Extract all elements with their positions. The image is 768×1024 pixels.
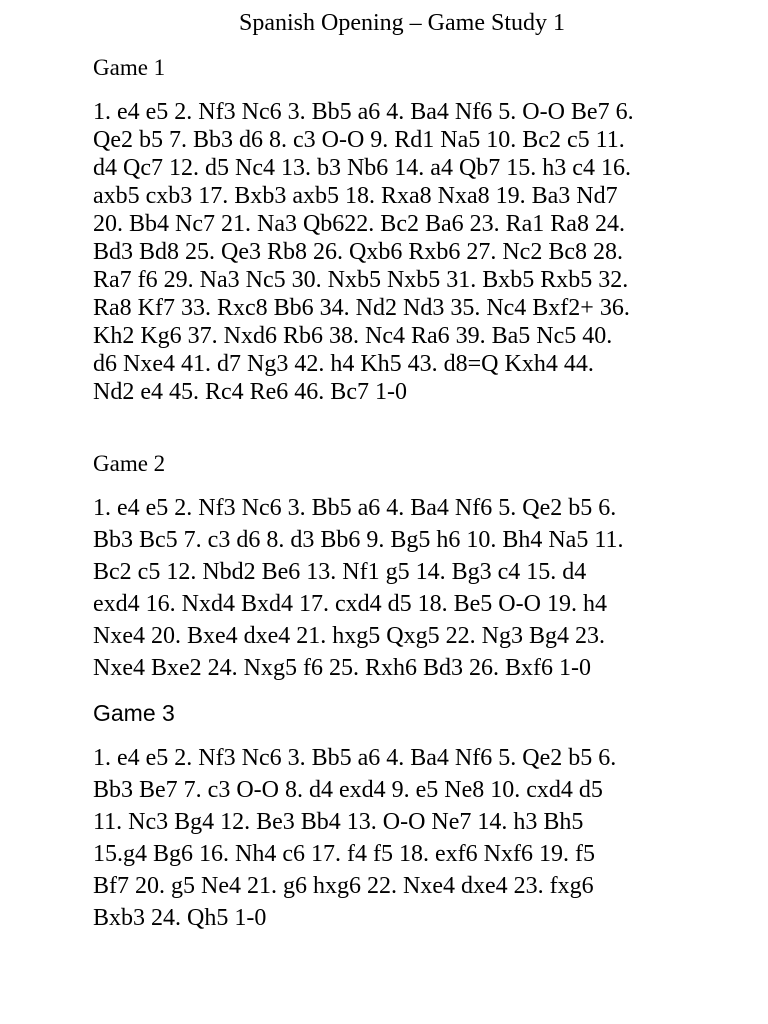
- game-2-moves-line: Nxe4 20. Bxe4 dxe4 21. hxg5 Qxg5 22. Ng3 Bg4 23.: [93, 623, 605, 649]
- game-1-moves-line: axb5 cxb3 17. Bxb3 axb5 18. Rxa8 Nxa8 19. Ba3 Nd7: [93, 183, 618, 209]
- document-title: Spanish Opening – Game Study 1: [239, 10, 565, 36]
- game-3-moves-line: 1. e4 e5 2. Nf3 Nc6 3. Bb5 a6 4. Ba4 Nf6 5. Qe2 b5 6.: [93, 745, 617, 771]
- game-1-moves: [93, 98, 634, 406]
- game-2-moves-line: Nxe4 Bxe2 24. Nxg5 f6 25. Rxh6 Bd3 26. Bxf6 1-0: [93, 655, 591, 681]
- game-3-moves-line: Bb3 Be7 7. c3 O-O 8. d4 exd4 9. e5 Ne8 10. cxd4 d5: [93, 777, 603, 803]
- game-1-moves-line: Kh2 Kg6 37. Nxd6 Rb6 38. Nc4 Ra6 39. Ba5 Nc5 40.: [93, 323, 613, 349]
- game-1-moves-line: Nd2 e4 45. Rc4 Re6 46. Bc7 1-0: [93, 379, 407, 405]
- game-2-heading: Game 2: [93, 451, 166, 476]
- game-1-moves-line: Bd3 Bd8 25. Qe3 Rb8 26. Qxb6 Rxb6 27. Nc2 Bc8 28.: [93, 239, 623, 265]
- game-1-moves-line: 20. Bb4 Nc7 21. Na3 Qb622. Bc2 Ba6 23. Ra1 Ra8 24.: [93, 211, 625, 237]
- game-3-moves-line: Bf7 20. g5 Ne4 21. g6 hxg6 22. Nxe4 dxe4 23. fxg6: [93, 873, 594, 899]
- game-2-moves-line: Bb3 Bc5 7. c3 d6 8. d3 Bb6 9. Bg5 h6 10. Bh4 Na5 11.: [93, 527, 624, 553]
- game-2-moves: [93, 492, 623, 684]
- game-3-moves-line: 15.g4 Bg6 16. Nh4 c6 17. f4 f5 18. exf6 Nxf6 19. f5: [93, 841, 595, 867]
- game-1-moves-line: Ra8 Kf7 33. Rxc8 Bb6 34. Nd2 Nd3 35. Nc4 Bxf2+ 36.: [93, 295, 630, 321]
- game-3-heading: Game 3: [93, 700, 175, 726]
- game-3-moves-line: Bxb3 24. Qh5 1-0: [93, 905, 267, 931]
- game-3-moves: [93, 742, 616, 934]
- game-2-moves-line: 1. e4 e5 2. Nf3 Nc6 3. Bb5 a6 4. Ba4 Nf6 5. Qe2 b5 6.: [93, 495, 617, 521]
- game-2-moves-line: exd4 16. Nxd4 Bxd4 17. cxd4 d5 18. Be5 O-O 19. h4: [93, 591, 607, 617]
- game-3-moves-line: 11. Nc3 Bg4 12. Be3 Bb4 13. O-O Ne7 14. h3 Bh5: [93, 809, 584, 835]
- game-2-moves-line: Bc2 c5 12. Nbd2 Be6 13. Nf1 g5 14. Bg3 c4 15. d4: [93, 559, 587, 585]
- game-1-moves-line: Ra7 f6 29. Na3 Nc5 30. Nxb5 Nxb5 31. Bxb5 Rxb5 32.: [93, 267, 629, 293]
- game-1-moves-line: Qe2 b5 7. Bb3 d6 8. c3 O-O 9. Rd1 Na5 10. Bc2 c5 11.: [93, 127, 625, 153]
- game-1-moves-line: d4 Qc7 12. d5 Nc4 13. b3 Nb6 14. a4 Qb7 15. h3 c4 16.: [93, 155, 631, 181]
- game-1-moves-line: 1. e4 e5 2. Nf3 Nc6 3. Bb5 a6 4. Ba4 Nf6 5. O-O Be7 6.: [93, 99, 634, 125]
- game-1-heading: Game 1: [93, 55, 166, 80]
- game-1-moves-line: d6 Nxe4 41. d7 Ng3 42. h4 Kh5 43. d8=Q Kxh4 44.: [93, 351, 594, 377]
